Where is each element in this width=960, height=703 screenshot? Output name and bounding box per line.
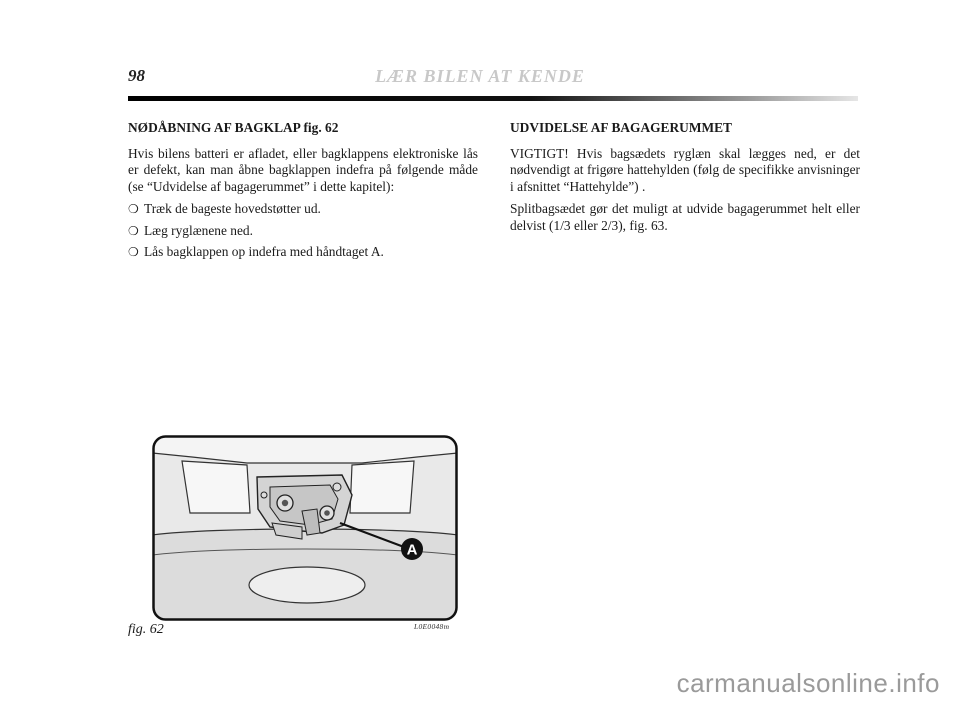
list-item xyxy=(128,201,478,218)
figure-caption: fig. 62 xyxy=(128,622,164,637)
bullet-icon: ❍ xyxy=(128,223,139,238)
split-seat-paragraph: Splitbagsædet gør det muligt at udvide bagagerummet helt eller delvist (1/3 eller 2/3), fig. 63. xyxy=(510,201,860,233)
section-heading-emergency-opening: NØDÅBNING AF BAGKLAP fig. 62 xyxy=(128,120,339,135)
list-item-text: Lås bagklappen op indefra med håndtaget A. xyxy=(144,244,384,259)
list-item-text: Læg ryglænene ned. xyxy=(144,222,253,238)
list-item xyxy=(128,244,478,261)
bullet-icon: ❍ xyxy=(128,202,139,216)
page-number: 98 xyxy=(128,66,145,85)
bullet-icon: ❍ xyxy=(128,245,139,259)
section-title: LÆR BILEN AT KENDE xyxy=(375,66,585,86)
right-column xyxy=(510,120,860,240)
list-item xyxy=(128,223,478,240)
watermark: carmanualsonline.info xyxy=(676,668,940,698)
callout-label: A xyxy=(406,541,418,559)
tailgate-lock-illustration xyxy=(152,435,458,621)
header-rule xyxy=(128,96,858,101)
left-column xyxy=(128,120,478,266)
list-item-text: Træk de bageste hovedstøtter ud. xyxy=(144,201,321,216)
section-heading-luggage-expansion: UDVIDELSE AF BAGAGERUMMET xyxy=(510,120,732,135)
figure-code: L0E0048m xyxy=(414,622,450,631)
intro-paragraph: Hvis bilens batteri er afladet, eller bagklappens elektroniske lås er defekt, kan man åbne bagklappen indefra på følgende måde (se “Udvidelse af bagagerummet” i dette kapitel): xyxy=(128,145,478,194)
important-paragraph: VIGTIGT! Hvis bagsædets ryglæn skal lægges ned, er det nødvendigt at frigøre hattehylden (følg de specifikke anvisninger i afsnittet “Hattehylde”) . xyxy=(510,145,860,194)
